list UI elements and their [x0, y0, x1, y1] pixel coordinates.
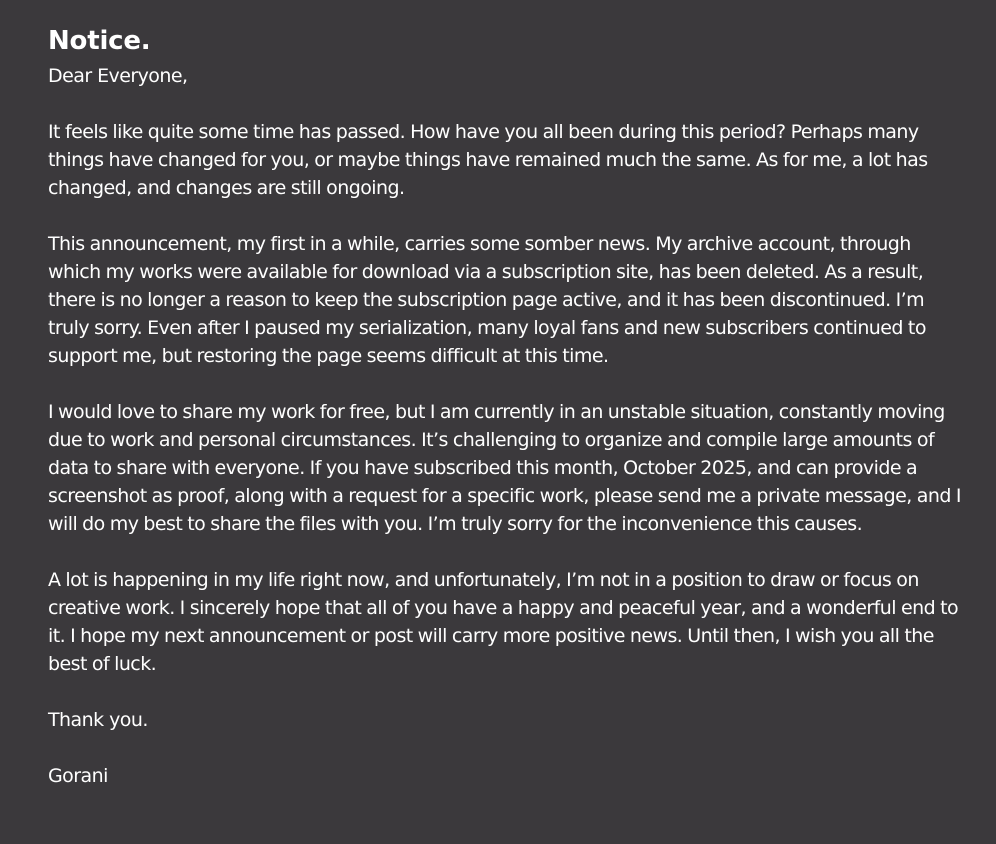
paragraph-life-update: A lot is happening in my life right now, and unfortunately, I’m not in a position to draw or focus on creative work. I sincerely hope that all of you have a happy and peaceful year, and a wonderful end to it. I hope my next announcement or post will carry more positive news. Until then, I wish you all the best of luck.	[48, 569, 959, 675]
greeting: Dear Everyone,	[48, 65, 188, 87]
paragraph-sharing-work: I would love to share my work for free, but I am currently in an unstable situation, constantly moving due to work and personal circumstances. It’s challenging to organize and compile large amounts of data to share with everyone. If you have subscribed this month, October 2025, and can provide a screenshot as proof, along with a request for a specific work, please send me a private message, and I will do my best to share the files with you. I’m truly sorry for the inconvenience this causes.	[48, 401, 961, 535]
closing-line: Thank you.	[48, 709, 148, 731]
paragraph-account-deleted: This announcement, my first in a while, carries some somber news. My archive account, through which my works were available for download via a subscription site, has been deleted. As a result, there is no longer a reason to keep the subscription page active, and it has been discontinued. I’m truly sorry. Even after I paused my serialization, many loyal fans and new subscribers continued to support me, but restoring the page seems difficult at this time.	[48, 233, 926, 367]
paragraph-time-passed: It feels like quite some time has passed. How have you all been during this period? Perhaps many things have changed for you, or maybe things have remained much the same. As for me, a lot has changed, and changes are still ongoing.	[48, 121, 928, 199]
notice-title: Notice.	[48, 26, 151, 56]
signature: Gorani	[48, 765, 108, 787]
